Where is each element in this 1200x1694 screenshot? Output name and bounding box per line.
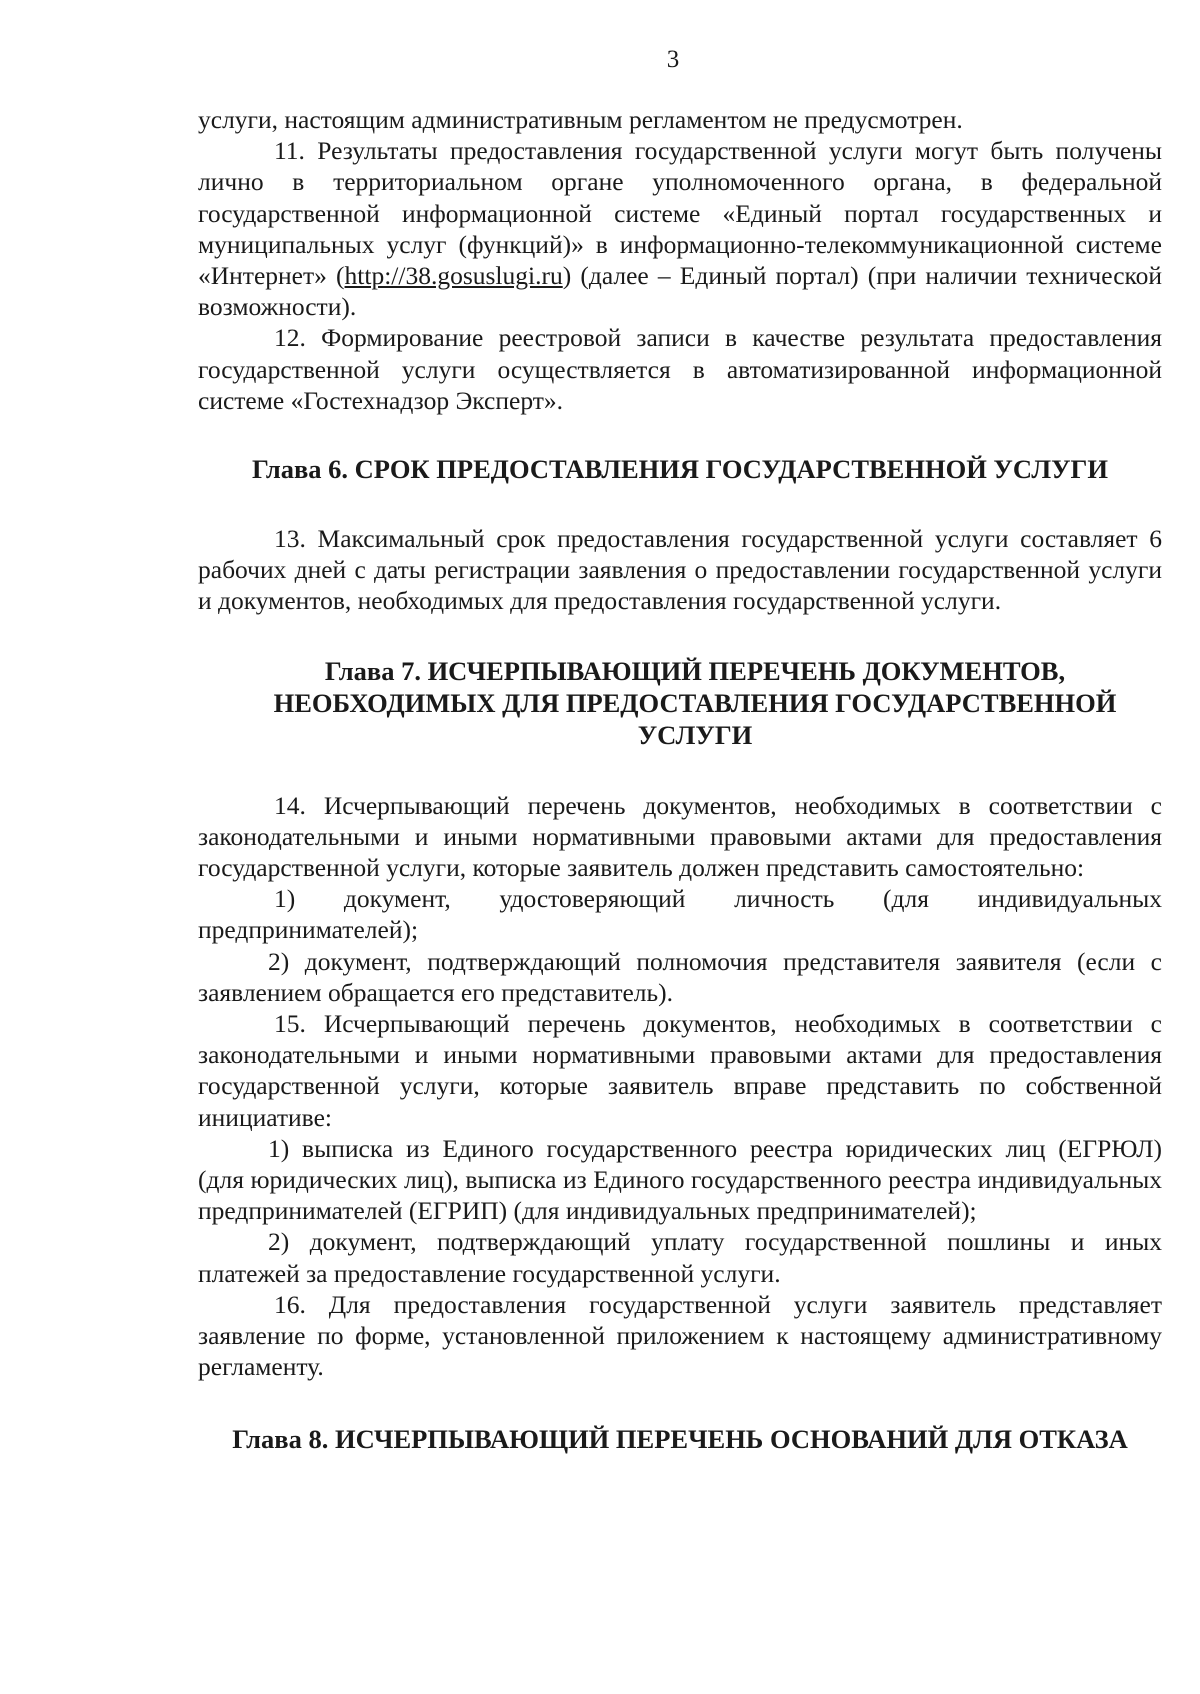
chapter-7-title-line-1: Глава 7. ИСЧЕРПЫВАЮЩИЙ ПЕРЕЧЕНЬ ДОКУМЕНТОВ, <box>324 655 1066 686</box>
document-body <box>198 104 1162 1455</box>
gosuslugi-link[interactable]: http://38.gosuslugi.ru <box>344 261 563 291</box>
paragraph-14-item-2: 2) документ, подтверждающий полномочия представителя заявителя (если с заявлением обращается его представитель). <box>198 946 1162 1007</box>
paragraph-11-text-b: ) (далее – Единый портал) (при наличии технической возможности). <box>198 261 1162 322</box>
chapter-8-title: Глава 8. ИСЧЕРПЫВАЮЩИЙ ПЕРЕЧЕНЬ ОСНОВАНИЙ ДЛЯ ОТКАЗА <box>232 1423 1128 1454</box>
paragraph-15-item-1: 1) выписка из Единого государственного реестра юридических лиц (ЕГРЮЛ) (для юридических лиц), выписка из Единого государственного реестра индивидуальных предпринимателей (ЕГРИП) (для индивидуальных предпринимателей); <box>198 1133 1162 1226</box>
paragraph-11 <box>198 135 1162 322</box>
page-number: 3 <box>666 46 680 73</box>
paragraph-12: 12. Формирование реестровой записи в качестве результата предоставления государственной услуги осуществляется в автоматизированной информационной системе «Гостехнадзор Эксперт». <box>198 323 1162 415</box>
paragraph-15: 15. Исчерпывающий перечень документов, необходимых в соответствии с законодательными и иными нормативными правовыми актами для предоставления государственной услуги, которые заявитель вправе представить по собственной инициативе: <box>198 1009 1162 1132</box>
paragraph-14: 14. Исчерпывающий перечень документов, необходимых в соответствии с законодательными и иными нормативными правовыми актами для предоставления государственной услуги, которые заявитель должен представить самостоятельно: <box>198 790 1162 883</box>
chapter-7-title <box>198 655 1162 751</box>
paragraph-continuation: услуги, настоящим административным регламентом не предусмотрен. <box>198 105 963 134</box>
paragraph-15-item-2: 2) документ, подтверждающий уплату государственной пошлины и иных платежей за предоставление государственной услуги. <box>198 1227 1162 1288</box>
paragraph-14-item-1: 1) документ, удостоверяющий личность (для индивидуальных предпринимателей); <box>198 884 1162 945</box>
chapter-6-title: Глава 6. СРОК ПРЕДОСТАВЛЕНИЯ ГОСУДАРСТВЕННОЙ УСЛУГИ <box>251 454 1109 485</box>
paragraph-11-text-a: 11. Результаты предоставления государственной услуги могут быть получены лично в территориальном органе уполномоченного органа, в федеральной государственной информационной системе «Единый портал государственных и муниципальных услуг (функций)» в информационно-телекоммуникационной системе «Интернет» ( <box>198 136 1162 291</box>
paragraph-13: 13. Максимальный срок предоставления государственной услуги составляет 6 рабочих дней с даты регистрации заявления о предоставлении государственной услуги и документов, необходимых для предоставления государственной услуги. <box>198 524 1162 616</box>
chapter-7-title-line-2: НЕОБХОДИМЫХ ДЛЯ ПРЕДОСТАВЛЕНИЯ ГОСУДАРСТВЕННОЙ <box>273 687 1117 718</box>
paragraph-16: 16. Для предоставления государственной услуги заявитель представляет заявление по форме, установленной приложением к настоящему административному регламенту. <box>198 1289 1162 1382</box>
chapter-7-title-line-3: УСЛУГИ <box>637 719 753 750</box>
